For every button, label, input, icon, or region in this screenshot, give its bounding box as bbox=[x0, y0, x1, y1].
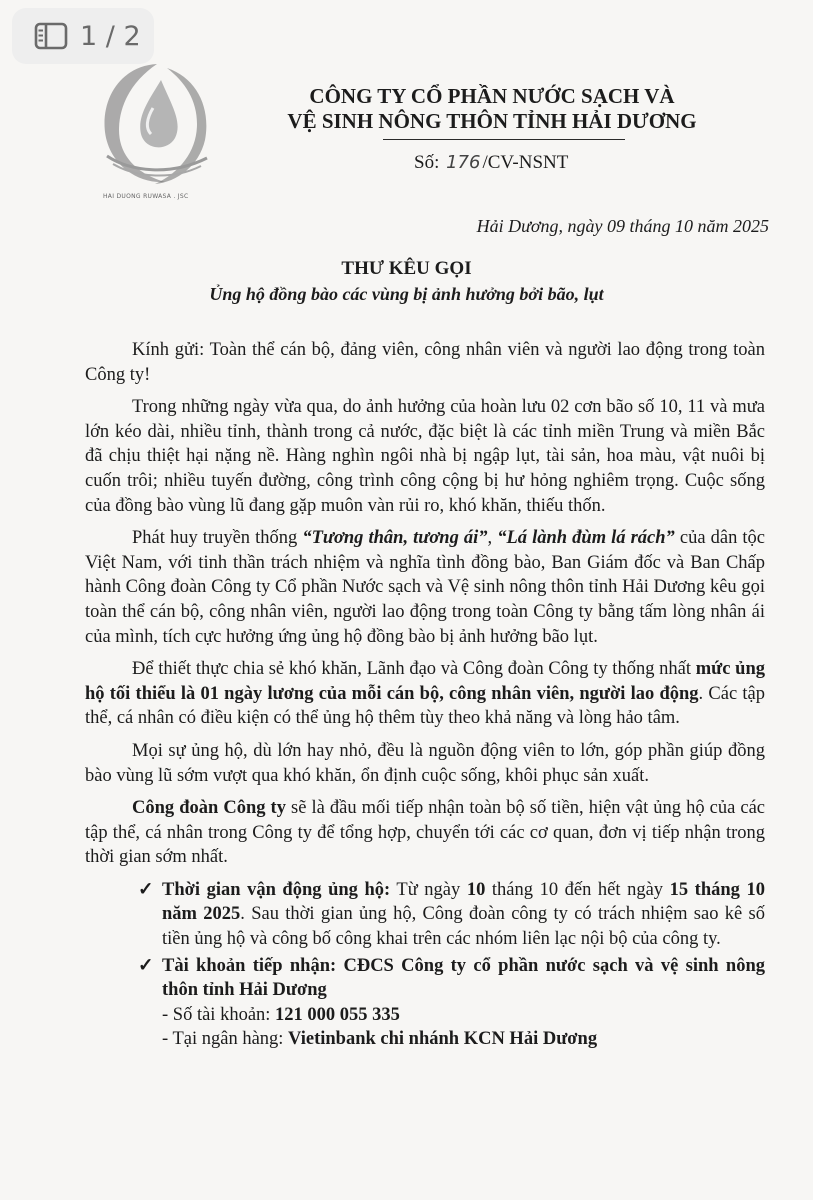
account-number: 121 000 055 335 bbox=[275, 1004, 400, 1025]
bank-name: Vietinbank chi nhánh KCN Hải Dương bbox=[288, 1029, 598, 1050]
campaign-start-month: 10 bbox=[539, 879, 559, 900]
bank-line bbox=[162, 1027, 765, 1052]
contribution-minimum: mức ủng hộ tối thiểu là 01 ngày lương của mỗi cán bộ, công nhân viên, người lao động bbox=[85, 659, 765, 704]
receiving-account-label: Tài khoản tiếp nhận: CĐCS Công ty cổ phần nước sạch và vệ sinh nông thôn tỉnh Hải Dương bbox=[162, 955, 765, 1001]
campaign-end-date: 15 tháng 10 năm 2025 bbox=[162, 879, 765, 925]
document-number-handwritten: 176 bbox=[446, 152, 481, 173]
campaign-time-text: Từ ngày bbox=[390, 879, 467, 900]
details-list bbox=[85, 878, 765, 1052]
campaign-time-label: Thời gian vận động ủng hộ: bbox=[162, 879, 391, 900]
company-name-line1: CÔNG TY CỔ PHẦN NƯỚC SẠCH VÀ bbox=[309, 84, 675, 108]
campaign-month-word: tháng bbox=[485, 879, 540, 900]
list-item-campaign-time bbox=[138, 878, 765, 952]
contribution-text-rest: . Các tập thể, cá nhân có điều kiện có thể ủng hộ thêm tùy theo khả năng và lòng hảo tâm. bbox=[85, 683, 765, 729]
receiving-unit-text: sẽ là đầu mối tiếp nhận toàn bộ số tiền, hiện vật ủng hộ của các tập thể, cá nhân trong Công ty để tổng hợp, chuyển tới các cơ quan, đơn vị tiếp nhận trong thời gian sớm nhất. bbox=[85, 798, 765, 868]
logo-caption: HAI DUONG RUWASA . JSC bbox=[103, 193, 189, 200]
list-item-receiving-account bbox=[138, 954, 765, 1052]
contribution-text-start: Để thiết thực chia sẻ khó khăn, Lãnh đạo và Công đoàn Công ty thống nhất bbox=[132, 659, 696, 680]
document-number-suffix: /CV-NSNT bbox=[482, 152, 569, 173]
appeal-quote-1: “Tương thân, tương ái” bbox=[302, 528, 488, 549]
appeal-separator: , bbox=[487, 528, 498, 549]
paragraph-contribution-level bbox=[85, 657, 765, 731]
bank-label: - Tại ngân hàng: bbox=[162, 1029, 289, 1050]
letter-title: THƯ KÊU GỌI bbox=[341, 258, 472, 279]
paragraph-receiving-unit bbox=[85, 796, 765, 870]
campaign-start-day: 10 bbox=[466, 879, 486, 900]
place-date: Hải Dương, ngày 09 tháng 10 năm 2025 bbox=[476, 216, 769, 236]
letter-subtitle: Ủng hộ đồng bào các vùng bị ảnh hưởng bởi bão, lụt bbox=[209, 284, 604, 304]
paragraph-salutation: Kính gửi: Toàn thể cán bộ, đảng viên, công nhân viên và người lao động trong toàn Công ty! bbox=[85, 340, 765, 385]
paragraph-appeal bbox=[85, 526, 765, 649]
letter-body bbox=[85, 338, 765, 1054]
checkmark-icon: ✓ bbox=[138, 955, 154, 976]
campaign-time-rest: . Sau thời gian ủng hộ, Công đoàn công ty có trách nhiệm sao kê số tiền ủng hộ và công bố công khai trên các nhóm liên lạc nội bộ của công ty. bbox=[162, 904, 766, 950]
company-name-line2: VỆ SINH NÔNG THÔN TỈNH HẢI DƯƠNG bbox=[287, 109, 697, 133]
appeal-text-start: Phát huy truyền thống bbox=[132, 528, 303, 549]
account-number-line bbox=[162, 1003, 765, 1028]
paragraph-situation: Trong những ngày vừa qua, do ảnh hưởng của hoàn lưu 02 cơn bão số 10, 11 và mưa lớn kéo dài, nhiều tỉnh, thành trong cả nước, đặc biệt là các tỉnh miền Trung và miền Bắc đã chịu thiệt hại nặng nề. Hàng nghìn ngôi nhà bị ngập lụt, tài sản, hoa màu, vật nuôi bị cuốn trôi; nhiều tuyến đường, công trình công cộng bị hư hỏng nghiêm trọng. Cuộc sống của đồng bào vùng lũ đang gặp muôn vàn rủi ro, khó khăn, thiếu thốn. bbox=[85, 397, 765, 516]
appeal-text-rest: của dân tộc Việt Nam, với tinh thần trách nhiệm và nghĩa tình đồng bào, Ban Giám đốc và Ban Chấp hành Công đoàn Công ty Cổ phần Nước sạch và Vệ sinh nông thôn tỉnh Hải Dương kêu gọi toàn thể cán bộ, công nhân viên, người lao động trong toàn Công ty bằng tấm lòng nhân ái của mình, tích cực hưởng ứng ủng hộ đồng bào bị ảnh hưởng bão lụt. bbox=[85, 528, 765, 647]
account-number-label: - Số tài khoản: bbox=[162, 1004, 276, 1025]
company-logo bbox=[97, 60, 217, 192]
receiving-unit-name: Công đoàn Công ty bbox=[132, 798, 286, 819]
company-underline bbox=[383, 139, 625, 140]
sidebar-panel-icon[interactable] bbox=[34, 22, 68, 50]
appeal-quote-2: “Lá lành đùm lá rách” bbox=[497, 528, 675, 549]
paragraph-encouragement: Mọi sự ủng hộ, dù lớn hay nhỏ, đều là nguồn động viên to lớn, góp phần giúp đồng bào vùng lũ sớm vượt qua khó khăn, ổn định cuộc sống, khôi phục sản xuất. bbox=[85, 740, 765, 786]
campaign-until-text: đến hết ngày bbox=[558, 879, 670, 900]
checkmark-icon: ✓ bbox=[138, 879, 154, 900]
company-name bbox=[270, 84, 714, 134]
page-counter-label: 1 / 2 bbox=[80, 20, 141, 52]
document-number-prefix: Số: bbox=[414, 152, 440, 173]
page-counter[interactable] bbox=[12, 8, 154, 64]
document-number bbox=[414, 152, 568, 174]
